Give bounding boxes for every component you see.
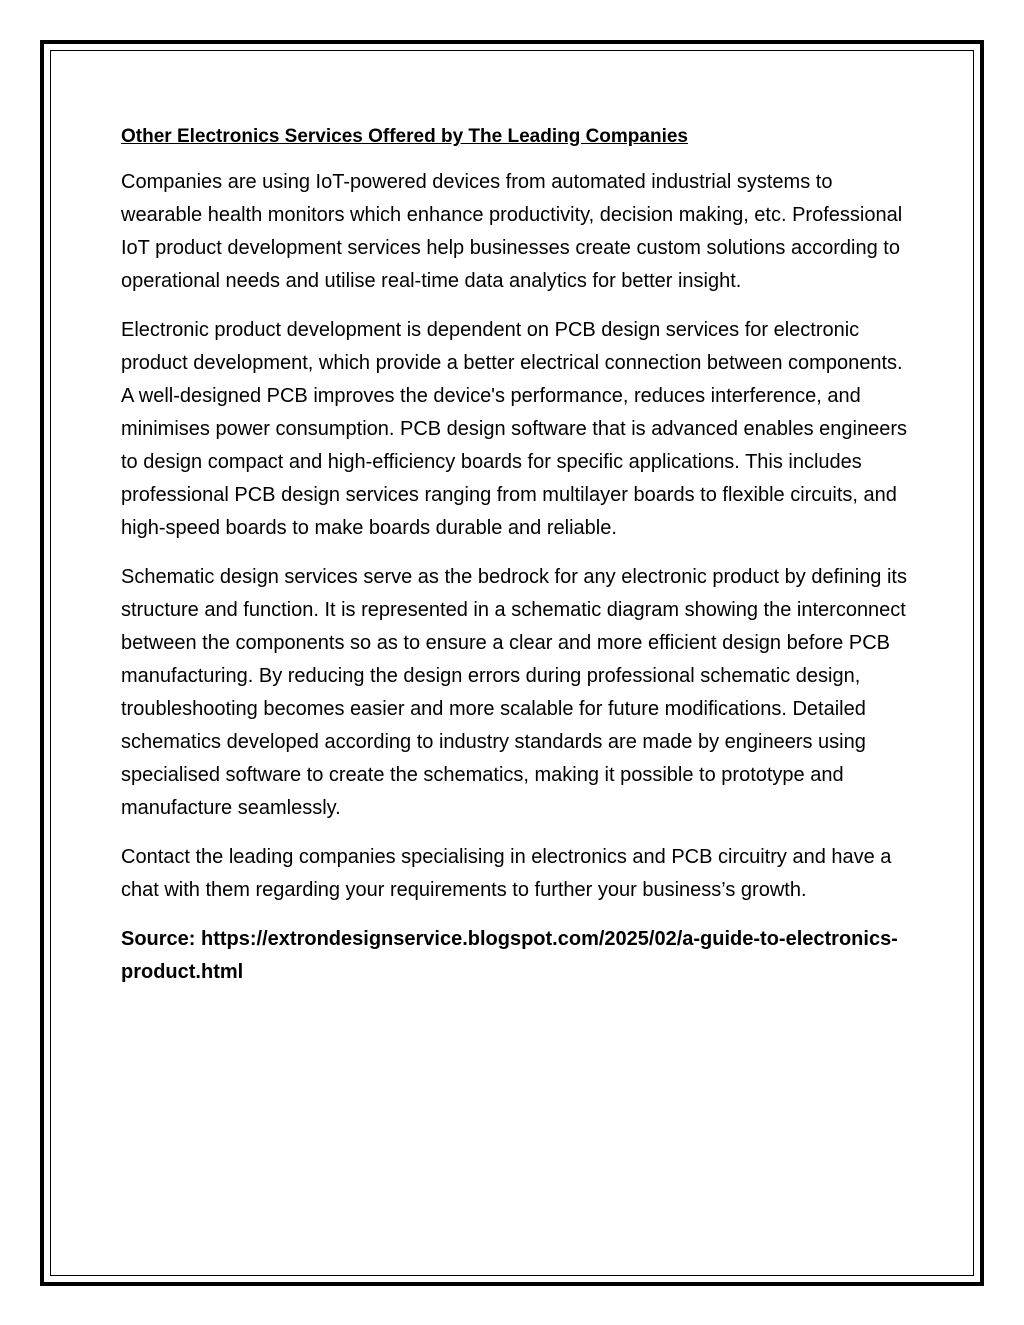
source-line: Source: https://extrondesignservice.blogspot.com/2025/02/a-guide-to-electronics-product.html (121, 928, 898, 983)
paragraph-schematic: Schematic design services serve as the bedrock for any electronic product by defining its structure and function. It is represented in a schematic diagram showing the interconnect between the components so as to ensure a clear and more efficient design before PCB manufacturing. By reducing the design errors during professional schematic design, troubleshooting becomes easier and more scalable for future modifications. Detailed schematics developed according to industry standards are made by engineers using specialised software to create the schematics, making it possible to prototype and manufacture seamlessly. (121, 566, 907, 819)
paragraph-iot: Companies are using IoT-powered devices from automated industrial systems to wearable health monitors which enhance productivity, decision making, etc. Professional IoT product development services help businesses create custom solutions according to operational needs and utilise real-time data analytics for better insight. (121, 171, 903, 292)
section-heading: Other Electronics Services Offered by The Leading Companies (121, 126, 689, 147)
document-body (121, 120, 911, 989)
paragraph-pcb: Electronic product development is dependent on PCB design services for electronic product development, which provide a better electrical connection between components. A well-designed PCB improves the device's performance, reduces interference, and minimises power consumption. PCB design software that is advanced enables engineers to design compact and high-efficiency boards for specific applications. This includes professional PCB design services ranging from multilayer boards to flexible circuits, and high-speed boards to make boards durable and reliable. (121, 319, 907, 539)
paragraph-contact: Contact the leading companies specialising in electronics and PCB circuitry and have a chat with them regarding your requirements to further your business’s growth. (121, 846, 892, 901)
